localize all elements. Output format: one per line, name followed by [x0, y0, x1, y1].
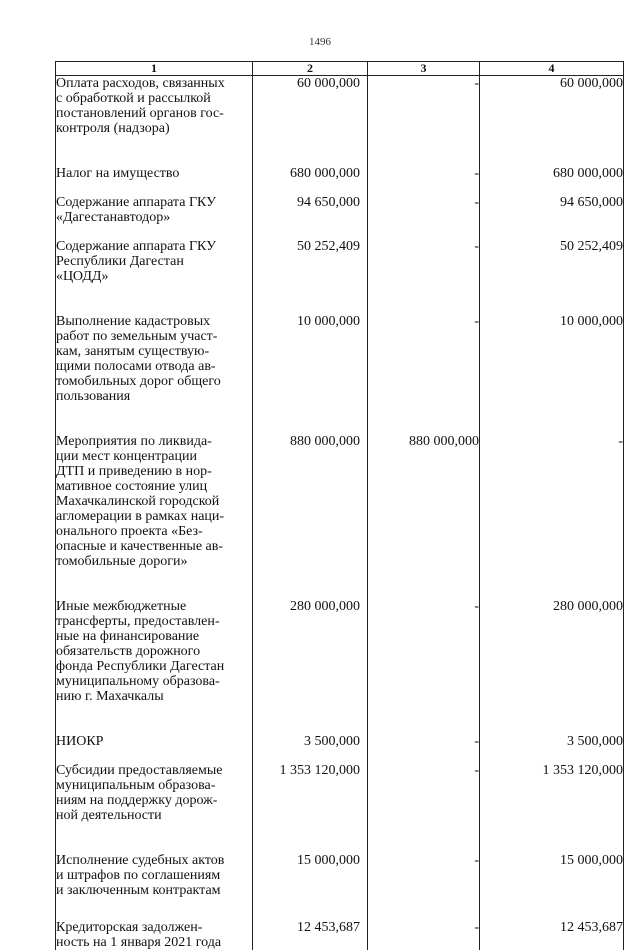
row-value-col3: -	[368, 734, 480, 763]
row-value-col4: 60 000,000	[480, 76, 624, 167]
row-name	[56, 853, 253, 920]
row-name-line: томобильные дороги»	[56, 554, 188, 569]
row-name-line: кам, занятым существую-	[56, 344, 210, 359]
row-name-line: ность на 1 января 2021 года	[56, 935, 222, 950]
row-value-col4: 680 000,000	[480, 166, 624, 195]
table-row	[56, 763, 624, 853]
row-name-line: трансферты, предоставлен-	[56, 614, 220, 629]
row-name-line: контроля (надзора)	[56, 121, 170, 136]
row-name-line: и заключенным контрактам	[56, 883, 221, 898]
row-value-col3: -	[368, 314, 480, 434]
row-name-line: Налог на имущество	[56, 166, 180, 181]
row-name	[56, 763, 253, 853]
row-name-line: ные на финансирование	[56, 629, 200, 644]
row-value-col3: -	[368, 853, 480, 920]
row-name	[56, 920, 253, 950]
row-name	[56, 314, 253, 434]
row-value-col3: -	[368, 599, 480, 734]
row-value-col2: 60 000,000	[253, 76, 368, 167]
table-row	[56, 239, 624, 314]
row-value-col4: 280 000,000	[480, 599, 624, 734]
row-name-line: «Дагестанавтодор»	[56, 210, 171, 225]
row-name-line: ции мест концентрации	[56, 449, 197, 464]
row-name	[56, 76, 253, 167]
row-name-line: обязательств дорожного	[56, 644, 201, 659]
row-value-col3: -	[368, 763, 480, 853]
budget-table	[55, 61, 624, 950]
row-name-line: ниям на поддержку дорож-	[56, 793, 218, 808]
row-name-line: муниципальному образова-	[56, 674, 220, 689]
row-name-line: Республики Дагестан	[56, 254, 184, 269]
row-name-line: работ по земельным участ-	[56, 329, 218, 344]
row-value-col4: 15 000,000	[480, 853, 624, 920]
row-name-line: нию г. Махачкалы	[56, 689, 164, 704]
header-col-1: 1	[56, 62, 253, 76]
row-value-col2: 680 000,000	[253, 166, 368, 195]
row-name	[56, 239, 253, 314]
row-value-col3: -	[368, 239, 480, 314]
row-name-line: с обработкой и рассылкой	[56, 91, 211, 106]
row-value-col3: -	[368, 166, 480, 195]
header-col-4: 4	[480, 62, 624, 76]
row-value-col4: 10 000,000	[480, 314, 624, 434]
row-name-line: томобильных дорог общего	[56, 374, 221, 389]
row-name	[56, 195, 253, 239]
row-name-line: Мероприятия по ликвида-	[56, 434, 212, 449]
row-value-col4: -	[480, 434, 624, 599]
row-name-line: щими полосами отвода ав-	[56, 359, 216, 374]
table-row	[56, 853, 624, 920]
header-col-3: 3	[368, 62, 480, 76]
row-name-line: НИОКР	[56, 734, 104, 749]
row-name	[56, 434, 253, 599]
row-value-col2: 3 500,000	[253, 734, 368, 763]
page-number: 1496	[309, 36, 331, 48]
table-row	[56, 166, 624, 195]
row-name-line: Махачкалинской городской	[56, 494, 220, 509]
row-name-line: Исполнение судебных актов	[56, 853, 225, 868]
row-name-line: Содержание аппарата ГКУ	[56, 195, 217, 210]
row-value-col4: 3 500,000	[480, 734, 624, 763]
table-row	[56, 434, 624, 599]
row-name-line: Иные межбюджетные	[56, 599, 187, 614]
row-name	[56, 734, 253, 763]
row-value-col3: -	[368, 195, 480, 239]
row-value-col4: 12 453,687	[480, 920, 624, 950]
table-row	[56, 76, 624, 167]
row-value-col3: 880 000,000	[368, 434, 480, 599]
row-value-col2: 50 252,409	[253, 239, 368, 314]
row-name-line: Кредиторская задолжен-	[56, 920, 203, 935]
row-value-col3: -	[368, 76, 480, 167]
row-value-col2: 880 000,000	[253, 434, 368, 599]
row-name-line: пользования	[56, 389, 131, 404]
table-row	[56, 195, 624, 239]
row-name-line: Выполнение кадастровых	[56, 314, 211, 329]
table-row	[56, 920, 624, 950]
row-value-col4: 94 650,000	[480, 195, 624, 239]
row-name-line: ной деятельности	[56, 808, 162, 823]
row-name-line: Содержание аппарата ГКУ	[56, 239, 217, 254]
row-name-line: Оплата расходов, связанных	[56, 76, 225, 91]
row-value-col2: 94 650,000	[253, 195, 368, 239]
row-value-col3: -	[368, 920, 480, 950]
table-row	[56, 314, 624, 434]
row-value-col2: 1 353 120,000	[253, 763, 368, 853]
row-name-line: и штрафов по соглашениям	[56, 868, 221, 883]
row-value-col2: 15 000,000	[253, 853, 368, 920]
row-value-col2: 12 453,687	[253, 920, 368, 950]
row-name-line: агломерации в рамках наци-	[56, 509, 225, 524]
header-col-2: 2	[253, 62, 368, 76]
row-value-col2: 280 000,000	[253, 599, 368, 734]
row-name-line: постановлений органов гос-	[56, 106, 224, 121]
row-value-col4: 1 353 120,000	[480, 763, 624, 853]
table-header-row	[56, 62, 624, 76]
row-value-col2: 10 000,000	[253, 314, 368, 434]
row-name-line: онального проекта «Без-	[56, 524, 203, 539]
row-name-line: фонда Республики Дагестан	[56, 659, 225, 674]
row-name	[56, 599, 253, 734]
row-name-line: Субсидии предоставляемые	[56, 763, 223, 778]
row-name-line: мативное состояние улиц	[56, 479, 208, 494]
row-name-line: муниципальным образова-	[56, 778, 216, 793]
row-name	[56, 166, 253, 195]
row-name-line: ДТП и приведению в нор-	[56, 464, 212, 479]
table-row	[56, 599, 624, 734]
table-row	[56, 734, 624, 763]
row-value-col4: 50 252,409	[480, 239, 624, 314]
row-name-line: «ЦОДД»	[56, 269, 109, 284]
row-name-line: опасные и качественные ав-	[56, 539, 224, 554]
